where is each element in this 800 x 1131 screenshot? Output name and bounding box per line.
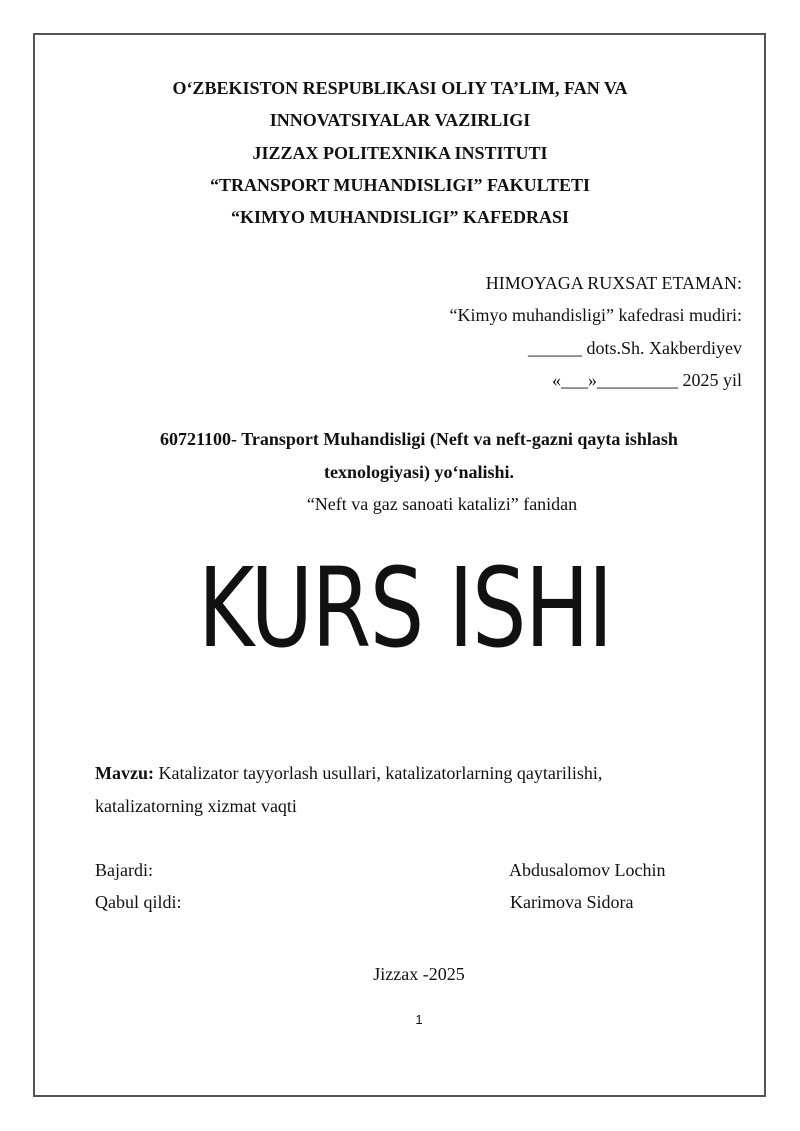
- ministry-line-1: O‘ZBEKISTON RESPUBLIKASI OLIY TA’LIM, FAN VA: [172, 78, 628, 98]
- topic-label: Mavzu:: [95, 763, 154, 783]
- faculty-name: “TRANSPORT MUHANDISLIGI” FAKULTETI: [209, 175, 591, 195]
- performed-name: Abdusalomov Lochin: [509, 860, 666, 880]
- ministry-line-2: INNOVATSIYALAR VAZIRLIGI: [269, 110, 531, 130]
- performed-label: Bajardi:: [95, 860, 153, 880]
- topic-line-2: katalizatorning xizmat vaqti: [95, 796, 297, 816]
- subject-line: “Neft va gaz sanoati katalizi” fanidan: [306, 494, 578, 514]
- document-title: KURS ISHI: [198, 544, 612, 672]
- approval-position: “Kimyo muhandisligi” kafedrasi mudiri:: [449, 305, 742, 325]
- institute-name: JIZZAX POLITEXNIKA INSTITUTI: [252, 143, 548, 163]
- approval-date: «___»_________ 2025 yil: [551, 370, 742, 390]
- approval-heading: HIMOYAGA RUXSAT ETAMAN:: [485, 273, 742, 293]
- page-number: 1: [415, 1012, 423, 1027]
- approval-signature: ______ dots.Sh. Xakberdiyev: [528, 338, 742, 358]
- topic-line-1: [95, 762, 602, 784]
- program-line-2: texnologiyasi) yo‘nalishi.: [323, 462, 515, 482]
- accepted-label: Qabul qildi:: [95, 892, 182, 912]
- department-name: “KIMYO MUHANDISLIGI” KAFEDRASI: [230, 207, 570, 227]
- place-year: Jizzax -2025: [373, 964, 465, 984]
- topic-text-1: Katalizator tayyorlash usullari, katalizatorlarning qaytarilishi,: [153, 763, 603, 783]
- program-line-1: 60721100- Transport Muhandisligi (Neft va neft-gazni qayta ishlash: [160, 429, 678, 449]
- accepted-name: Karimova Sidora: [510, 892, 634, 912]
